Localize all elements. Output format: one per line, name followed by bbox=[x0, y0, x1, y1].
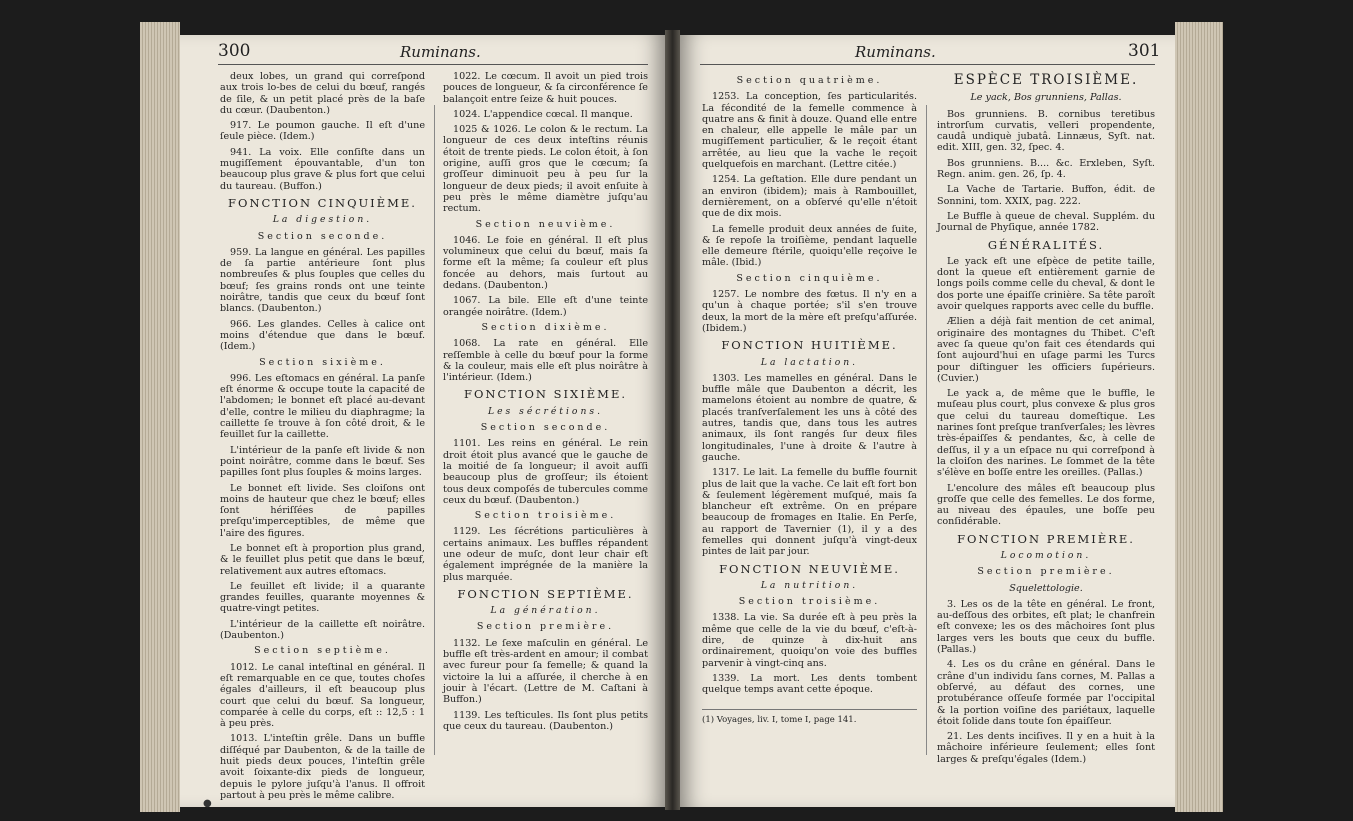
paragraph: Le yack a, de même que le buffle, le muſeau plus court, plus convexe & plus gros que celui du taureau domeſtique. Les narines ſont preſque tranſverſales; les lèvres très-épaiſſes & pendantes, &c, à celle de deſſus, il y a un eſpace nu qui correſpond à la cloiſon des narines. Le ſommet de la tête s'élève en boſſe entre les oreilles. (Pallas.) bbox=[937, 388, 1155, 479]
paragraph: 1257. Le nombre des fœtus. Il n'y en a qu'un à chaque portée; s'il s'en trouve deux, la mort de la mère eſt preſqu'aſſurée. (Ibidem.) bbox=[702, 289, 917, 334]
paragraph: Le bonnet eſt livide. Ses cloiſons ont moins de hauteur que chez le bœuf; elles ſont hériſſées de papilles preſqu'imperceptibles, de même que l'aire des figures. bbox=[220, 482, 425, 539]
paragraph: 941. La voix. Elle conſiſte dans un mugiſſement épouvantable, d'un ton beaucoup plus grave & plus fort que celui du taureau. (Buffon.) bbox=[220, 146, 425, 192]
paragraph: 1024. L'appendice cœcal. Il manque. bbox=[453, 108, 633, 120]
paragraph: 21. Les dents inciſives. Il y en a huit à la mâchoire inférieure ſeulement; elles ſont larges & preſqu'égales (Idem.) bbox=[937, 731, 1155, 765]
running-head: Ruminans. bbox=[855, 43, 936, 61]
paragraph: L'encolure des mâles eſt beaucoup plus groſſe que celle des femelles. Le dos forme, au niveau des épaules, une boſſe peu conſidérable. bbox=[937, 482, 1155, 528]
section-heading: Section dixième. bbox=[481, 321, 610, 333]
paragraph: Bos grunniens. B.... &c. Erxleben, Syſt. Regn. anim. gen. 26, ſp. 4. bbox=[937, 157, 1155, 181]
section-heading: Section seconde. bbox=[257, 230, 388, 242]
section-heading: GÉNÉRALITÉS. bbox=[987, 237, 1105, 252]
paragraph: 1132. Le ſexe maſculin en général. Le buffle eſt très-ardent en amour; il combat avec fureur pour ſa femelle; & quand la victoire la lui a aſſurée, il cherche à en jouir à l'écart. (Lettre de M. Caſtani à Buffon.) bbox=[443, 637, 648, 706]
section-heading: Section sixième. bbox=[259, 356, 386, 368]
section-heading: La lactation. bbox=[760, 356, 859, 368]
paragraph: Le Buffle à queue de cheval. Supplém. du Journal de Phyſique, année 1782. bbox=[937, 210, 1155, 234]
left-page-column-2 bbox=[443, 71, 648, 736]
paragraph: La Vache de Tartarie. Buffon, édit. de Sonnini, tom. XXIX, pag. 222. bbox=[937, 184, 1155, 207]
section-heading: Section quatrième. bbox=[736, 75, 883, 86]
paragraph: 1303. Les mamelles en général. Dans le buffle mâle que Daubenton a décrit, les mamelons étoient au nombre de quatre, & placés tranſverſalement les uns à côté des autres, tandis que, dans tous les autres animaux, ils ſont rangés ſur deux files longitudinales, l'une à droite & l'autre à gauche. bbox=[702, 372, 917, 463]
paragraph: 996. Les eſtomacs en général. La panſe eſt énorme & occupe toute la capacité de l'abdomen; le bonnet eſt placé au-devant d'elle, contre le milieu du diaphragme; la caillette ſe trouve à ſon côté droit, & le feuillet ſur la caillette. bbox=[220, 372, 425, 441]
page-number: 301 bbox=[1128, 41, 1161, 61]
paragraph: 959. La langue en général. Les papilles de ſa partie antérieure ſont plus nombreuſes & plus ſouples que celles du bœuf; ſes grains ronds ont une teinte noirâtre, tandis que ceux du bœuf ſont blancs. (Daubenton.) bbox=[220, 246, 425, 315]
paragraph: Le yack eſt une eſpèce de petite taille, dont la queue eſt entièrement garnie de longs poils comme celle du cheval, & dont le dos porte une épaiſſe crinière. Sa tête paroît avoir quelques rapports avec celle du buffle. bbox=[937, 255, 1155, 313]
section-heading: Squelettologie. bbox=[1009, 582, 1083, 594]
paragraph: Le bonnet eſt à proportion plus grand, & le feuillet plus petit que dans le bœuf, relativement aux autres eſtomacs. bbox=[220, 542, 425, 577]
section-heading: Le yack, Bos grunniens, Pallas. bbox=[970, 92, 1122, 104]
footnote-rule bbox=[702, 709, 917, 710]
section-heading: Locomotion. bbox=[1000, 549, 1092, 561]
paragraph: 1101. Les reins en général. Le rein droit étoit plus avancé que le gauche de la moitié de ſa longueur; il avoit auſſi beaucoup plus de groſſeur; ils étoient tous deux compoſés de tubercules comme ceux du bœuf. (Daubenton.) bbox=[443, 438, 648, 506]
book-page-edges-right bbox=[1175, 22, 1223, 812]
section-heading: FONCTION PREMIÈRE. bbox=[957, 531, 1135, 546]
section-heading: Section troisième. bbox=[738, 596, 881, 608]
footnote: (1) Voyages, liv. I, tome I, page 141. bbox=[702, 715, 857, 725]
book-page-edges-left bbox=[140, 22, 180, 812]
paragraph: L'intérieur de la caillette eſt noirâtre. (Daubenton.) bbox=[220, 618, 425, 642]
paragraph: 917. Le poumon gauche. Il eſt d'une ſeule pièce. (Idem.) bbox=[220, 120, 425, 143]
paragraph: L'intérieur de la panſe eſt livide & non point noirâtre, comme dans le bœuf. Ses papilles ſont plus ſouples & moins larges. bbox=[220, 444, 425, 479]
paragraph: 1068. La rate en général. Elle reſſemble à celle du bœuf pour la forme & la couleur, mais elle eſt plus noirâtre à l'intérieur. (Idem.) bbox=[443, 338, 648, 384]
section-heading: FONCTION SEPTIÈME. bbox=[457, 586, 634, 601]
paragraph: 1339. La mort. Les dents tombent quelque temps avant cette époque. bbox=[702, 672, 917, 696]
section-heading: Section première. bbox=[977, 566, 1115, 578]
section-heading: Section septième. bbox=[254, 645, 391, 657]
section-heading: FONCTION CINQUIÈME. bbox=[228, 195, 417, 210]
paragraph: 1254. La geſtation. Elle dure pendant un an environ (ibidem); mais à Rambouillet, dernièrement, on a obſervé qu'elle n'étoit que de dix mois. bbox=[702, 174, 917, 220]
section-heading: FONCTION NEUVIÈME. bbox=[719, 561, 900, 576]
section-heading: FONCTION SIXIÈME. bbox=[464, 387, 627, 402]
paragraph: deux lobes, un grand qui correſpond aux trois lo-bes de celui du bœuf, rangés de ſile, & un petit placé près de la baſe du cœur. (Daubenton.) bbox=[220, 71, 425, 116]
paragraph: 1317. Le lait. La femelle du buffle fournit plus de lait que la vache. Ce lait eſt fort bon & ſeulement légèrement muſqué, mais ſa blancheur eſt extrême. On en prépare beaucoup de fromages en Italie. En Perſe, au rapport de Tavernier (1), il y a des femelles qui donnent juſqu'à vingt-deux pintes de lait par jour. bbox=[702, 467, 917, 558]
paragraph: 1139. Les teſticules. Ils ſont plus petits que ceux du taureau. (Daubenton.) bbox=[443, 709, 648, 732]
paragraph: 1013. L'inteſtin grêle. Dans un buffle diſſéqué par Daubenton, & de la taille de huit pieds deux pouces, l'inteſtin grêle avoit ſoixante-dix pieds de longueur, depuis le pylore juſqu'à l'anus. Il offroit partout à peu près le même calibre. bbox=[220, 733, 425, 801]
running-head: Ruminans. bbox=[400, 43, 481, 61]
column-divider bbox=[926, 105, 927, 755]
paragraph: 4. Les os du crâne en général. Dans le crâne d'un individu ſans cornes, M. Pallas a obſervé, au défaut des cornes, une protubérance oſſeuſe formée par l'occipital & la portion voiſine des pariétaux, laquelle étoit ſolide dans toute ſon épaiſſeur. bbox=[937, 659, 1155, 727]
page-number: 300 bbox=[218, 41, 251, 61]
section-heading: Section neuvième. bbox=[475, 218, 616, 230]
paragraph: La femelle produit deux années de ſuite, & ſe repoſe la troiſième, pendant laquelle elle demeure ſtérile, quoiqu'elle reçoive le mâle. (Ibid.) bbox=[702, 223, 917, 269]
section-heading: La digestion. bbox=[272, 214, 373, 226]
paragraph: 1025 & 1026. Le colon & le rectum. La longueur de ces deux inteſtins réunis étoit de trente pieds. Le colon étoit, à ſon origine, auſſi gros que le cœcum; ſa groſſeur diminuoit peu à peu ſur la longueur de deux pieds; il avoit enſuite à peu près le même diamètre juſqu'au rectum. bbox=[443, 124, 648, 215]
paragraph: 1046. Le foie en général. Il eſt plus volumineux que celui du bœuf, mais ſa forme eſt la même; ſa couleur eſt plus foncée au dehors, mais ſurtout au dedans. (Daubenton.) bbox=[443, 234, 648, 292]
section-heading: FONCTION HUITIÈME. bbox=[721, 338, 898, 353]
column-divider bbox=[434, 105, 435, 755]
section-heading: Section seconde. bbox=[480, 422, 611, 434]
right-page-column-1 bbox=[702, 71, 917, 700]
section-heading: ESPÈCE TROISIÈME. bbox=[953, 72, 1139, 88]
section-heading: Section première. bbox=[476, 621, 615, 633]
paragraph: 1253. La conception, ſes particularités. La fécondité de la femelle commence à quatre ans & finit à douze. Quand elle entre en chaleur, elle appelle le mâle par un mugiſſement particulier, & le reçoit étant arrêtée, au lieu que la vache le reçoit quelquefois en marchant. (Lettre citée.) bbox=[702, 91, 917, 171]
paragraph: 1338. La vie. Sa durée eſt à peu près la même que celle de la vie du bœuf, c'eſt-à-dire, de quinze à dix-huit ans ordinairement, quoiqu'on voie des buffles parvenir à vingt-cinq ans. bbox=[702, 612, 917, 669]
paragraph: 1067. La bile. Elle eſt d'une teinte orangée noirâtre. (Idem.) bbox=[443, 295, 648, 318]
right-page bbox=[680, 35, 1175, 807]
paragraph: 1022. Le cœcum. Il avoit un pied trois pouces de longueur, & ſa circonférence ſe balançoit entre ſeize & huit pouces. bbox=[443, 71, 648, 105]
section-heading: Section cinquième. bbox=[736, 272, 883, 284]
paragraph: Ælien a déjà fait mention de cet animal, originaire des montagnes du Thibet. C'eſt avec ſa queue qu'on fait ces étendards qui ſont aujourd'hui en uſage parmi les Turcs pour diſtinguer les officiers ſupérieurs. (Cuvier.) bbox=[937, 316, 1155, 384]
paragraph: Le feuillet eſt livide; il a quarante grandes feuilles, quarante moyennes & quatre-vingt petites. bbox=[220, 580, 425, 615]
paragraph: 1012. Le canal inteſtinal en général. Il eſt remarquable en ce que, toutes choſes égales d'ailleurs, il eſt beaucoup plus court que celui du bœuf. Sa longueur, comparée à celle du corps, eſt :: 12,5 : 1 à peu près. bbox=[220, 661, 425, 730]
section-heading: La génération. bbox=[490, 605, 601, 617]
left-page-column-1 bbox=[220, 71, 425, 805]
paragraph: 966. Les glandes. Celles à calice ont moins d'étendue que dans le bœuf. (Idem.) bbox=[220, 318, 425, 353]
section-heading: Les sécrétions. bbox=[487, 405, 603, 417]
left-page bbox=[180, 35, 665, 807]
page-marker-icon: ● bbox=[203, 798, 212, 809]
paragraph: 1129. Les ſécrétions particulières à certains animaux. Les buffles répandent une odeur de muſc, dont leur chair eſt également imprégnée de la manière la plus marquée. bbox=[443, 526, 648, 583]
section-heading: Section troisième. bbox=[474, 510, 617, 522]
right-page-column-2 bbox=[937, 71, 1155, 769]
paragraph: Bos grunniens. B. cornibus teretibus introrſum curvatis, velleri propendente, caudâ undiquè jubatâ. Linnæus, Syſt. nat. edit. XIII, gen. 32, ſpec. 4. bbox=[937, 108, 1155, 154]
header-rule bbox=[700, 64, 1155, 65]
header-rule bbox=[218, 64, 648, 65]
section-heading: La nutrition. bbox=[760, 579, 859, 591]
book-gutter bbox=[665, 30, 680, 810]
paragraph: 3. Les os de la tête en général. Le front, au-deſſous des orbites, eſt plat; le chanfrein eſt convexe; les os des mâchoires ſont plus larges vers les bouts que ceux du buffle. (Pallas.) bbox=[937, 598, 1155, 656]
